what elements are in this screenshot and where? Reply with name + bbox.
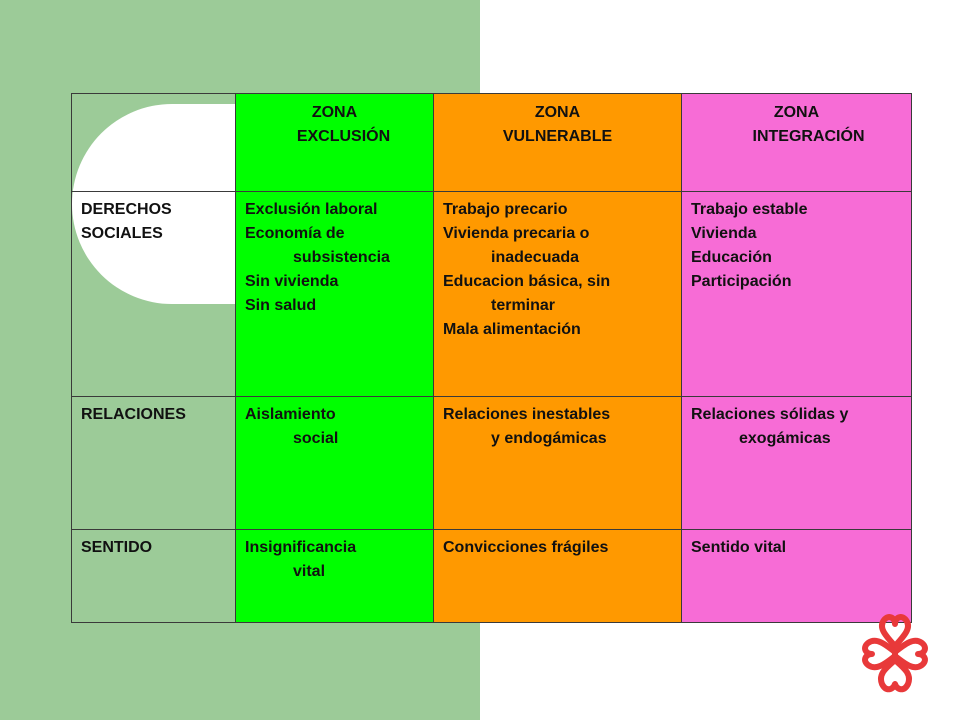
cell-line: exogámicas: [739, 430, 831, 447]
header-row: [72, 94, 912, 192]
cell-line: Trabajo precario: [443, 201, 568, 218]
cell-line: Sin vivienda: [245, 273, 339, 290]
cell-derechos-exclusion: [236, 192, 434, 397]
row-relaciones: [72, 397, 912, 530]
row-label-sentido: SENTIDO: [72, 530, 236, 623]
row-derechos-sociales: [72, 192, 912, 397]
cell-line: Relaciones inestables: [443, 406, 611, 423]
cell-relaciones-integracion: [682, 397, 912, 530]
row-label-derechos-sociales: [72, 192, 236, 397]
cell-relaciones-exclusion: [236, 397, 434, 530]
cell-line: Educacion básica, sin: [443, 273, 611, 290]
cell-line: Participación: [691, 273, 792, 290]
row-label-line: DERECHOS: [81, 201, 172, 218]
caritas-cross-icon: [856, 608, 934, 698]
cell-line: Vivienda precaria o: [443, 225, 590, 242]
header-line: ZONA: [773, 104, 820, 121]
header-zona-integracion: [682, 94, 912, 192]
header-zona-exclusion: [236, 94, 434, 192]
cell-line: Insignificancia: [245, 539, 357, 556]
header-line: EXCLUSIÓN: [296, 128, 391, 145]
cell-line: vital: [293, 563, 326, 580]
cell-line: y endogámicas: [491, 430, 607, 447]
header-zona-vulnerable: [434, 94, 682, 192]
row-sentido: [72, 530, 912, 623]
cell-relaciones-vulnerable: [434, 397, 682, 530]
cell-derechos-vulnerable: [434, 192, 682, 397]
cell-line: Convicciones frágiles: [443, 539, 609, 556]
header-line: VULNERABLE: [502, 128, 613, 145]
header-line: INTEGRACIÓN: [752, 128, 865, 145]
cell-line: Economía de: [245, 225, 345, 242]
cell-line: Sentido vital: [691, 539, 787, 556]
header-line: ZONA: [311, 104, 358, 121]
cell-sentido-exclusion: [236, 530, 434, 623]
cell-line: inadecuada: [491, 249, 580, 266]
cell-line: Exclusión laboral: [245, 201, 378, 218]
cell-line: subsistencia: [293, 249, 390, 266]
cell-line: social: [293, 430, 339, 447]
social-exclusion-zones-table: [71, 93, 912, 623]
cell-line: Vivienda: [691, 225, 757, 242]
row-label-line: SOCIALES: [81, 225, 163, 242]
cell-line: Sin salud: [245, 297, 317, 314]
cell-line: terminar: [491, 297, 556, 314]
row-label-relaciones: RELACIONES: [72, 397, 236, 530]
corner-cell: [72, 94, 236, 192]
cell-sentido-vulnerable: [434, 530, 682, 623]
cell-line: Trabajo estable: [691, 201, 808, 218]
cell-line: Aislamiento: [245, 406, 336, 423]
cell-line: Mala alimentación: [443, 321, 581, 338]
cell-line: Relaciones sólidas y: [691, 406, 849, 423]
header-line: ZONA: [534, 104, 581, 121]
cell-derechos-integracion: [682, 192, 912, 397]
cell-line: Educación: [691, 249, 772, 266]
